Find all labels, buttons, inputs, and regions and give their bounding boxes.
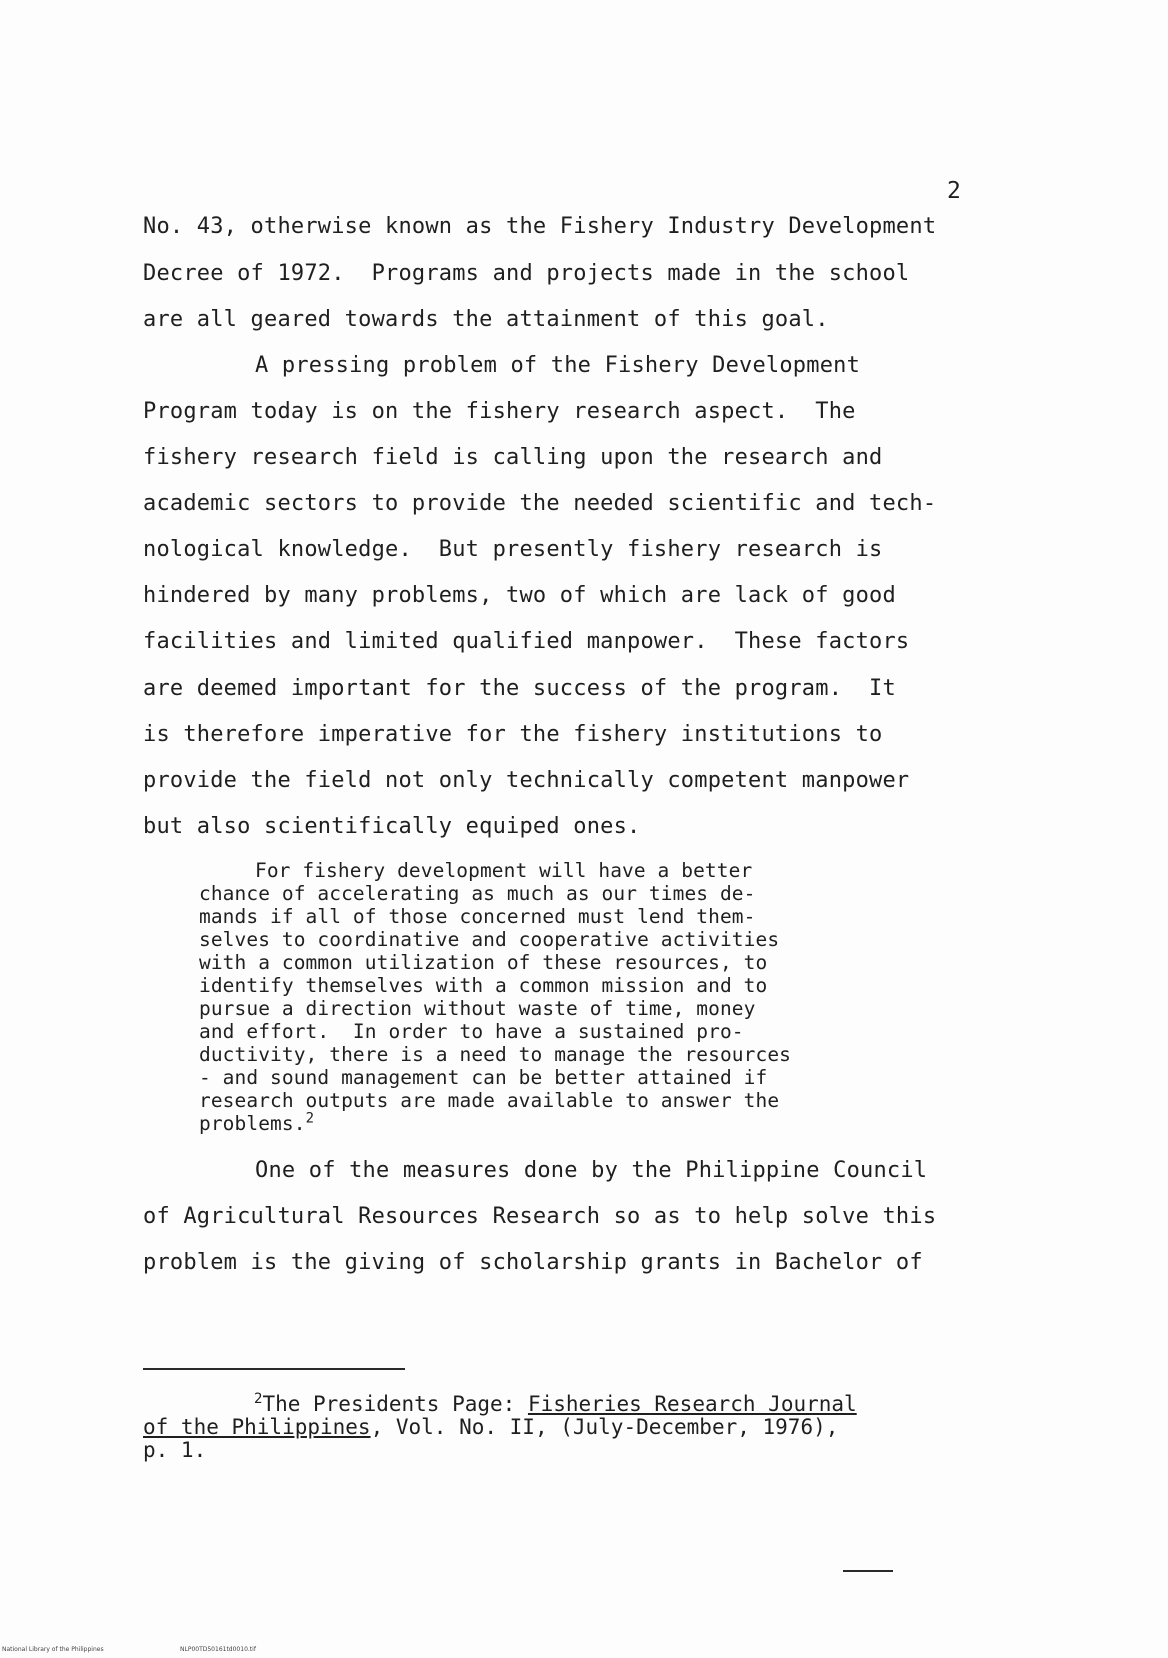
quote-last-text: problems.: [199, 1112, 306, 1135]
footnote-page: p. 1.: [143, 1438, 207, 1462]
quote-line: - and sound management can be better attained if: [199, 1066, 768, 1089]
footnote-line: [254, 1392, 857, 1416]
quote-line: [199, 1112, 314, 1135]
body-line: are deemed important for the success of the program. It: [143, 676, 896, 701]
file-name: NLP00TD50161td0010.tif: [180, 1646, 256, 1653]
body-line: academic sectors to provide the needed scientific and tech-: [143, 491, 937, 516]
quote-line: research outputs are made available to answer the: [199, 1089, 780, 1112]
body-line: Decree of 1972. Programs and projects made in the school: [143, 261, 910, 286]
quote-line: chance of accelerating as much as our times de-: [199, 882, 756, 905]
footnote-reference: 2: [305, 1110, 315, 1127]
body-line: Program today is on the fishery research aspect. The: [143, 399, 856, 424]
footnote-lead: The Presidents Page:: [262, 1392, 528, 1416]
body-line: One of the measures done by the Philippine Council: [255, 1158, 928, 1183]
body-line: hindered by many problems, two of which are lack of good: [143, 583, 896, 608]
footnote-divider: [143, 1368, 405, 1370]
footnote-line: [143, 1415, 838, 1439]
body-line: No. 43, otherwise known as the Fishery Industry Development: [143, 214, 937, 239]
quote-line: and effort. In order to have a sustained pro-: [199, 1020, 744, 1043]
body-line: nological knowledge. But presently fishery research is: [143, 537, 883, 562]
library-credit: National Library of the Philippines: [2, 1646, 104, 1653]
quote-line: mands if all of those concerned must lend them-: [199, 905, 756, 928]
body-line: A pressing problem of the Fishery Development: [255, 353, 861, 378]
quote-line: For fishery development will have a better: [255, 859, 753, 882]
quote-line: ductivity, there is a need to manage the resources: [199, 1043, 791, 1066]
body-line: is therefore imperative for the fishery institutions to: [143, 722, 883, 747]
footnote-journal-title: Fisheries Research Journal: [527, 1392, 857, 1416]
quote-line: with a common utilization of these resources, to: [199, 951, 768, 974]
page-number: 2: [947, 178, 961, 204]
body-line: facilities and limited qualified manpower. These factors: [143, 629, 910, 654]
quote-line: selves to coordinative and cooperative activities: [199, 928, 780, 951]
footnote-volume: , Vol. No. II, (July-December, 1976),: [370, 1415, 839, 1439]
body-line: but also scientifically equiped ones.: [143, 814, 641, 839]
quote-line: pursue a direction without waste of time, money: [199, 997, 756, 1020]
body-line: of Agricultural Resources Research so as to help solve this: [143, 1204, 937, 1229]
footnote-marker: 2: [254, 1391, 263, 1407]
body-line: fishery research field is calling upon the research and: [143, 445, 883, 470]
body-line: provide the field not only technically competent manpower: [143, 768, 910, 793]
quote-line: identify themselves with a common mission and to: [199, 974, 768, 997]
end-divider: [843, 1570, 893, 1572]
body-line: problem is the giving of scholarship grants in Bachelor of: [143, 1250, 923, 1275]
body-line: are all geared towards the attainment of this goal.: [143, 307, 829, 332]
footnote-journal-title-cont: of the Philippines: [143, 1415, 371, 1439]
